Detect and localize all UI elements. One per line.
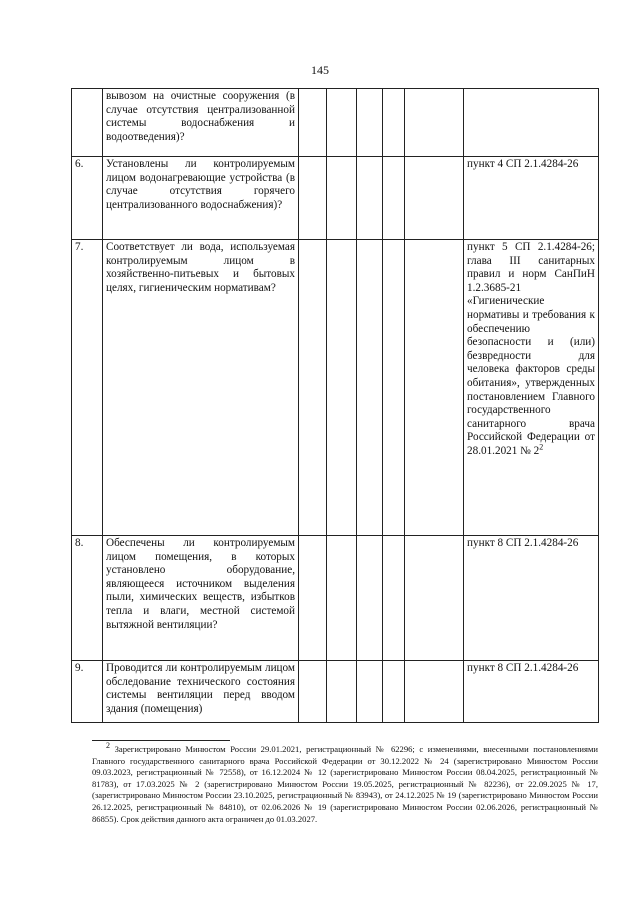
checklist-table (71, 88, 599, 723)
footnote-text: Зарегистрировано Минюстом России 29.01.2021, регистрационный № 62296; с изменениями, внесенными постановлениями Главного государственного санитарного врача Российской Федерации от 30.12.2022 № 24 (зарегистрировано Минюстом России 09.03.2023, регистрационный № 72558), от 16.12.2024 № 12 (зарегистрировано Минюстом России 08.04.2025, регистрационный № 81783), от 17.03.2025 № 2 (зарегистрировано Минюстом России 19.05.2025, регистрационный № 82236), от 22.09.2025 № 17, (зарегистрировано Минюстом России 23.10.2025, регистрационный № 83943), от 24.12.2025 № 19 (зарегистрировано Минюстом России 26.12.2025, регистрационный № 84810), от 02.06.2026 № 19 (зарегистрировано Минюстом России 02.06.2026, регистрационный № 86855). Срок действия данного акта ограничен до 01.03.2027. (92, 744, 598, 824)
table-row (72, 89, 599, 157)
answer-cell-na (357, 536, 383, 661)
answer-cell-comment (405, 536, 464, 661)
answer-cell-comment (405, 661, 464, 723)
question-cell: Соответствует ли вода, используемая контролируемым лицом в хозяйственно-питьевых и бытовых целях, гигиеническим нормативам? (103, 240, 299, 536)
question-cell: Обеспечены ли контролируемым лицом помещения, в которых установлено оборудование, являющееся источником выделения пыли, химических веществ, избытков тепла и влаги, местной системой вытяжной вентиляции? (103, 536, 299, 661)
answer-cell-comment (405, 89, 464, 157)
answer-cell-yes (299, 240, 327, 536)
reference-cell: пункт 8 СП 2.1.4284-26 (464, 536, 599, 661)
question-cell: вывозом на очистные сооружения (в случае отсутствия централизованной системы водоснабжения и водоотведения)? (103, 89, 299, 157)
answer-cell-yes (299, 536, 327, 661)
answer-cell-no (327, 240, 357, 536)
row-number: 7. (72, 240, 103, 536)
answer-cell-no (327, 536, 357, 661)
footnote-marker: 2 (539, 442, 544, 452)
answer-cell-extra (383, 89, 405, 157)
answer-cell-na (357, 89, 383, 157)
table-row (72, 661, 599, 723)
row-number: 9. (72, 661, 103, 723)
footnote-divider (92, 740, 230, 741)
table-row (72, 157, 599, 240)
page-number: 145 (311, 63, 329, 77)
reference-cell: пункт 4 СП 2.1.4284-26 (464, 157, 599, 240)
row-number: 8. (72, 536, 103, 661)
reference-cell (464, 89, 599, 157)
table-row (72, 240, 599, 536)
row-number (72, 89, 103, 157)
answer-cell-extra (383, 536, 405, 661)
reference-cell (464, 240, 599, 536)
answer-cell-no (327, 157, 357, 240)
answer-cell-na (357, 240, 383, 536)
answer-cell-no (327, 661, 357, 723)
table-row (72, 536, 599, 661)
footnote-number: 2 (106, 741, 110, 751)
answer-cell-no (327, 89, 357, 157)
answer-cell-extra (383, 157, 405, 240)
answer-cell-yes (299, 157, 327, 240)
answer-cell-yes (299, 661, 327, 723)
answer-cell-na (357, 661, 383, 723)
answer-cell-extra (383, 240, 405, 536)
reference-text: пункт 5 СП 2.1.4284-26; глава III санитарных правил и норм СанПиН 1.2.3685-21 «Гигиенические нормативы и требования к обеспечению безопасности и (или) безвредности для человека факторов среды обитания», утвержденных постановлением Главного государственного санитарного врача Российской Федерации от 28.01.2021 № 2 (467, 241, 595, 457)
row-number: 6. (72, 157, 103, 240)
answer-cell-extra (383, 661, 405, 723)
answer-cell-comment (405, 240, 464, 536)
reference-cell: пункт 8 СП 2.1.4284-26 (464, 661, 599, 723)
answer-cell-yes (299, 89, 327, 157)
footnote (92, 741, 598, 825)
question-cell: Проводится ли контролируемым лицом обследование технического состояния системы вентиляции перед вводом здания (помещения) (103, 661, 299, 723)
answer-cell-na (357, 157, 383, 240)
answer-cell-comment (405, 157, 464, 240)
question-cell: Установлены ли контролируемым лицом водонагревающие устройства (в случае отсутствия горячего централизованного водоснабжения)? (103, 157, 299, 240)
